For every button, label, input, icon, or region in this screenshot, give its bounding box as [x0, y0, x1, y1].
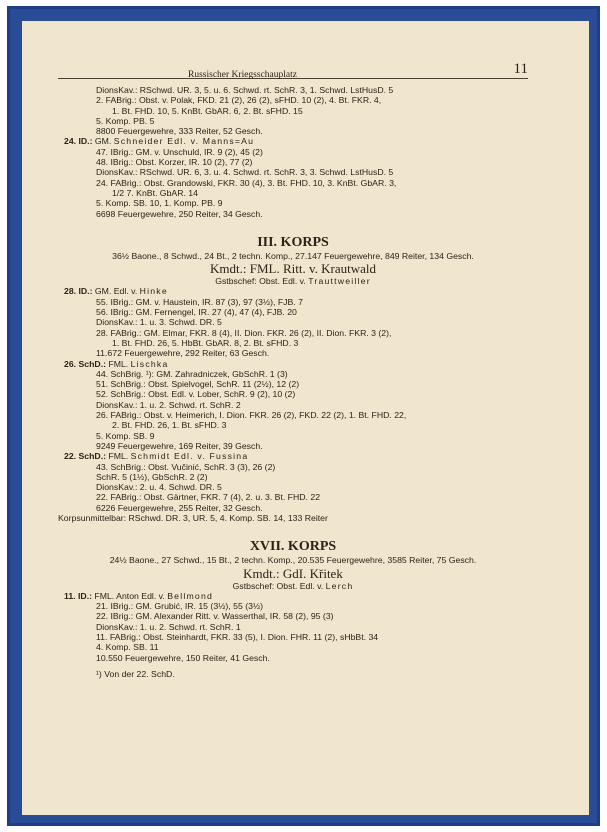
korps-commander: Kmdt.: FML. Ritt. v. Krautwald: [210, 261, 376, 277]
text-line: 52. SchBrig.: Obst. Edl. v. Lober, SchR. 9 (2), 10 (2): [96, 389, 296, 400]
division-commander: Hinke: [139, 286, 168, 297]
korps-stats: 36½ Baone., 8 Schwd., 24 Bt., 2 techn. Komp., 27.147 Feuergewehre, 849 Reiter, 134 Gesch.: [112, 250, 474, 261]
chief-of-staff-name: Lerch: [325, 580, 354, 591]
division-label: 26. SchD.:: [64, 358, 107, 369]
korps-stats: 24½ Baone., 27 Schwd., 15 Bt., 2 techn. Komp., 20.535 Feuergewehre, 3585 Reiter, 75 Gesch.: [109, 555, 477, 566]
text-line: DionsKav.: 2. u. 4. Schwd. DR. 5: [96, 482, 222, 493]
text-line: 8800 Feuergewehre, 333 Reiter, 52 Gesch.: [96, 126, 263, 137]
text-line: 5. Komp. SB. 10, 1. Komp. PB. 9: [96, 198, 223, 209]
text-line: DionsKav.: 1. u. 3. Schwd. DR. 5: [96, 317, 222, 328]
header-title: Russischer Kriegsschauplatz: [188, 70, 297, 80]
text-line: 2. Bt. FHD. 26, 1. Bt. sFHD. 3: [112, 420, 227, 431]
text-line: 51. SchBrig.: Obst. Spielvogel, SchR. 11 (2½), 12 (2): [96, 379, 300, 390]
text-line: 6226 Feuergewehre, 255 Reiter, 32 Gesch.: [96, 502, 263, 513]
text-line: 21. IBrig.: GM. Grubić, IR. 15 (3½), 55 (3½): [96, 601, 264, 612]
korps-commander: Kmdt.: GdI. Křitek: [243, 565, 343, 581]
division-rank: FML. Anton Edl. v.: [92, 590, 168, 601]
text-line: 11. FABrig.: Obst. Steinhardt, FKR. 33 (5), I. Dion. FHR. 11 (2), sHbBt. 34: [96, 632, 379, 643]
text-line: 11.672 Feuergewehre, 292 Reiter, 63 Gesch.: [96, 348, 270, 359]
division-commander: Schmidt Edl. v. Fussina: [130, 451, 249, 462]
division-rank: FML.: [106, 451, 131, 462]
text-line: 26. FABrig.: Obst. v. Heimerich, I. Dion. FKR. 26 (2), FKD. 22 (2), 1. Bt. FHD. 22,: [96, 410, 407, 421]
division-heading: [58, 451, 528, 461]
text-line: 24. FABrig.: Obst. Grandowski, FKR. 30 (4), 3. Bt. FHD. 10, 3. KnBt. GbAR. 3,: [96, 177, 397, 188]
division-label: 11. ID.:: [64, 590, 93, 601]
text-line: 5. Komp. PB. 5: [96, 115, 155, 126]
text-line: 1. Bt. FHD. 10, 5. KnBt. GbAR. 6, 2. Bt. sFHD. 15: [112, 105, 303, 116]
running-header: [58, 56, 528, 79]
chief-of-staff: [58, 581, 528, 591]
text-line: 22. FABrig.: Obst. Gärtner, FKR. 7 (4), 2. u. 3. Bt. FHD. 22: [96, 492, 321, 503]
footnote: ¹) Von der 22. SchD.: [96, 668, 175, 679]
chief-of-staff-name: Trauttweiller: [308, 276, 371, 287]
text-line: 28. FABrig.: GM. Elmar, FKR. 8 (4), II. Dion. FKR. 26 (2), II. Dion. FKR. 3 (2),: [96, 327, 392, 338]
division-rank: FML.: [106, 358, 131, 369]
text-line: DionsKav.: RSchwd. UR. 6, 3. u. 4. Schwd. rt. SchR. 3, 3. Schwd. LstHusD. 5: [96, 167, 394, 178]
chief-of-staff: [58, 276, 528, 286]
division-heading: [58, 591, 528, 601]
division-label: 22. SchD.:: [64, 451, 107, 462]
korps-title: III. KORPS: [257, 234, 329, 250]
text-line: 48. IBrig.: Obst. Korzer, IR. 10 (2), 77 (2): [96, 157, 253, 168]
text-line: 9249 Feuergewehre, 169 Reiter, 39 Gesch.: [96, 440, 263, 451]
division-heading: [58, 136, 528, 146]
chief-of-staff-rank: Gstbschef: Obst. Edl. v.: [232, 580, 326, 591]
text-line: 2. FABrig.: Obst. v. Polak, FKD. 21 (2), 26 (2), sFHD. 10 (2), 4. Bt. FKR. 4,: [96, 95, 382, 106]
text-line: 6698 Feuergewehre, 250 Reiter, 34 Gesch.: [96, 208, 263, 219]
chief-of-staff-rank: Gstbschef: Obst. Edl. v.: [215, 276, 309, 287]
text-line: DionsKav.: 1. u. 2. Schwd. rt. SchR. 2: [96, 399, 241, 410]
text-line: 56. IBrig.: GM. Fernengel, IR. 27 (4), 47 (4), FJB. 20: [96, 307, 297, 318]
text-line: 55. IBrig.: GM. v. Haustein, IR. 87 (3), 97 (3½), FJB. 7: [96, 296, 303, 307]
document-page: [58, 56, 528, 679]
text-line: SchR. 5 (1½), GbSchR. 2 (2): [96, 471, 208, 482]
text-line: 44. SchBrig. ¹): GM. Zahradniczek, GbSchR. 1 (3): [96, 368, 288, 379]
text-line: 43. SchBrig.: Obst. Vučinić, SchR. 3 (3), 26 (2): [96, 461, 276, 472]
division-heading: [58, 359, 528, 369]
division-label: 28. ID.:: [64, 286, 93, 297]
text-line: DionsKav.: RSchwd. UR. 3, 5. u. 6. Schwd. rt. SchR. 3, 1. Schwd. LstHusD. 5: [96, 85, 394, 95]
division-rank: GM. Edl. v.: [92, 286, 140, 297]
division-commander: Schneider Edl. v. Manns=Au: [113, 136, 255, 147]
text-line: DionsKav.: 1. u. 2. Schwd. rt. SchR. 1: [96, 621, 241, 632]
page-content: [58, 79, 528, 679]
text-line: 1/2 7. KnBt. GbAR. 14: [112, 187, 198, 198]
division-heading: [58, 286, 528, 296]
text-line: 22. IBrig.: GM. Alexander Ritt. v. Wasserthal, IR. 58 (2), 95 (3): [96, 611, 334, 622]
division-commander: Bellmond: [167, 590, 214, 601]
korps-title: XVII. KORPS: [249, 539, 337, 555]
text-line: 5. Komp. SB. 9: [96, 430, 155, 441]
division-commander: Lischka: [130, 358, 169, 369]
division-rank: GM.: [92, 136, 114, 147]
korpsunmittelbar-line: Korpsunmittelbar: RSchwd. DR. 3, UR. 5, 4. Komp. SB. 14, 133 Reiter: [58, 512, 328, 523]
page-number: 11: [513, 61, 528, 77]
division-label: 24. ID.:: [64, 136, 93, 147]
text-line: 1. Bt. FHD. 26, 5. HbBt. GbAR. 8, 2. Bt. sFHD. 3: [112, 337, 299, 348]
text-line: 4. Komp. SB. 11: [96, 642, 159, 653]
text-line: 10.550 Feuergewehre, 150 Reiter, 41 Gesch.: [96, 652, 270, 663]
text-line: 47. IBrig.: GM. v. Unschuld, IR. 9 (2), 45 (2): [96, 146, 263, 157]
